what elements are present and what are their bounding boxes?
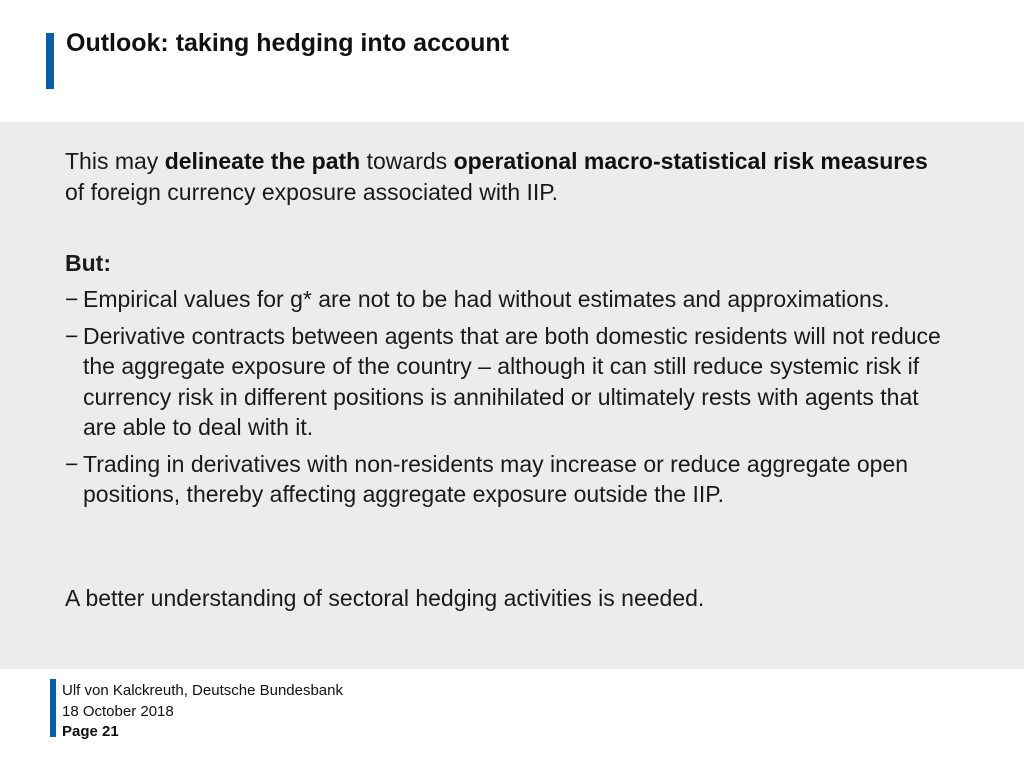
bullet-list xyxy=(65,284,950,516)
intro-paragraph xyxy=(65,146,945,208)
page-number: Page 21 xyxy=(62,723,119,740)
conclusion-paragraph: A better understanding of sectoral hedging activities is needed. xyxy=(65,585,705,611)
bullet-text: Trading in derivatives with non-residents may increase or reduce aggregate open positions, thereby affecting aggregate exposure outside the IIP. xyxy=(83,450,909,507)
intro-bold-1: delineate the path xyxy=(164,148,361,174)
dash-marker: − xyxy=(65,286,79,312)
intro-text-3: of foreign currency exposure associated with IIP. xyxy=(65,179,559,205)
intro-bold-2: operational macro-statistical risk measures xyxy=(453,148,928,174)
footer-accent-bar xyxy=(50,679,56,737)
intro-text-2: towards xyxy=(360,148,454,174)
footer-date: 18 October 2018 xyxy=(62,703,174,720)
dash-marker: − xyxy=(65,450,79,477)
bullet-item xyxy=(65,449,950,510)
dash-marker: − xyxy=(65,322,79,349)
title-accent-bar xyxy=(46,33,54,89)
intro-text-1: This may xyxy=(65,148,165,174)
bullet-text: Empirical values for g* are not to be had without estimates and approximations. xyxy=(83,286,890,312)
bullet-item xyxy=(65,284,950,315)
but-label: But: xyxy=(65,250,111,276)
footer-author: Ulf von Kalckreuth, Deutsche Bundesbank xyxy=(62,682,343,699)
bullet-text: Derivative contracts between agents that are both domestic residents will not reduce the aggregate exposure of the country – although it can still reduce systemic risk if currency risk in different positions is annihilated or ultimately rests with agents that are able to deal with it. xyxy=(83,322,941,440)
content-panel xyxy=(0,122,1024,669)
slide-title: Outlook: taking hedging into account xyxy=(66,29,510,57)
bullet-item xyxy=(65,321,950,443)
